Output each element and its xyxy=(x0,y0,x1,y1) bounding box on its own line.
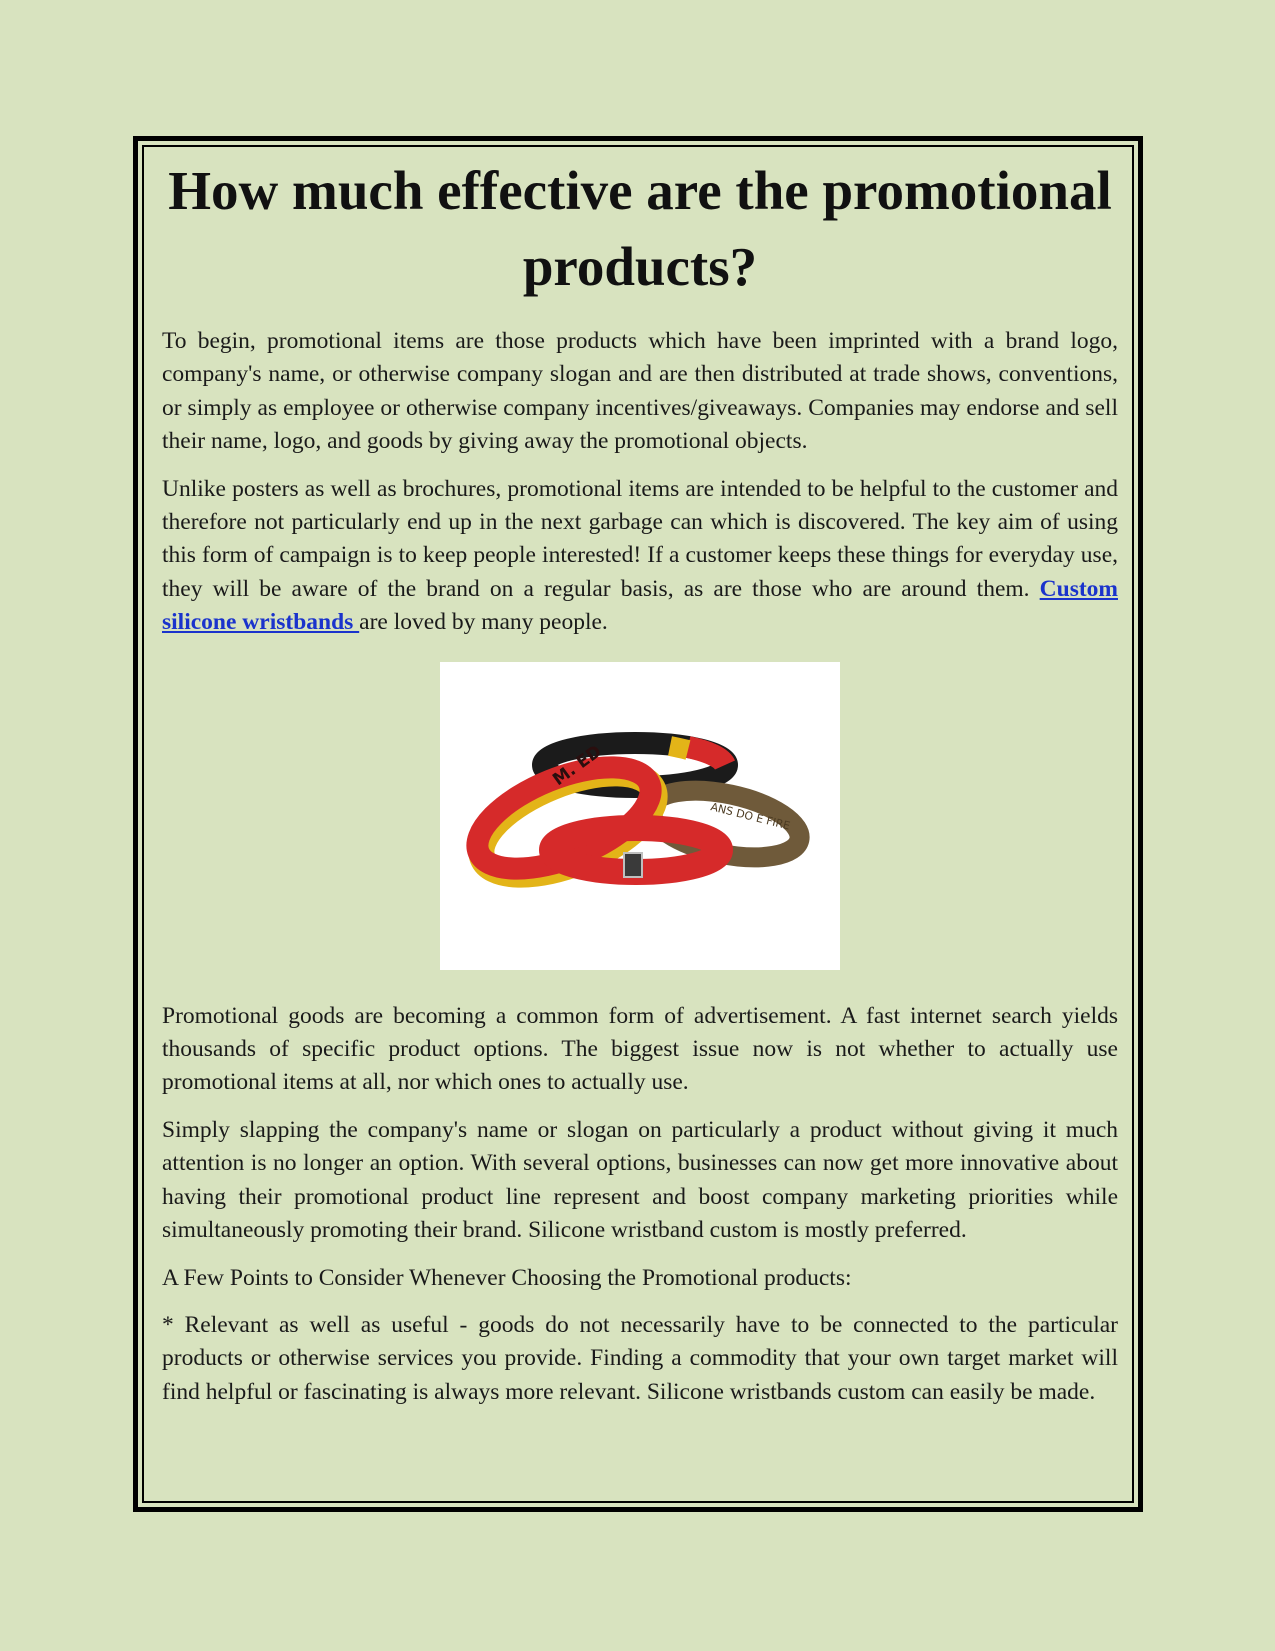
article xyxy=(162,153,1118,1423)
black-band-yellow-section xyxy=(670,746,688,750)
page-border-inner xyxy=(142,145,1134,1503)
paragraph-posters-tail: are loved by many people. xyxy=(359,609,608,636)
band-metal-tag xyxy=(624,853,642,877)
paragraph-slapping: Simply slapping the company's name or slogan on particularly a product without giving it much attention is no longer an option. With several options, businesses can now get more innovative about having their promotional product line represent and boost company marketing priorities while simultaneously promoting their brand. Silicone wristband custom is mostly preferred. xyxy=(162,1116,1118,1244)
custom-silicone-wristbands-link[interactable]: Custom silicone wristbands xyxy=(162,575,1118,636)
paragraph-intro: To begin, promotional items are those products which have been imprinted with a brand logo, company's name, or otherwise company slogan and are then distributed at trade shows, conventions, or simply as employee or otherwise company incentives/giveaways. Companies may endorse and sell their name, logo, and goods by giving away the promotional objects. xyxy=(162,328,1118,455)
paragraph-common-form: Promotional goods are becoming a common form of advertisement. A fast internet search yields thousands of specific product options. The biggest issue now is not whether to actually use promotional items at all, nor which ones to actually use. xyxy=(162,1002,1118,1096)
page-border xyxy=(133,136,1143,1512)
photo-container xyxy=(162,662,1118,970)
paragraph-posters xyxy=(162,473,1118,640)
page-title: How much effective are the promotional products? xyxy=(168,160,1112,297)
paragraph-posters-text: Unlike posters as well as brochures, promotional items are intended to be helpful to the customer and therefore not particularly end up in the next garbage can which is discovered. The key aim of using this form of campaign is to keep people interested! If a customer keeps these things for everyday use, they will be aware of the brand on a regular basis, as are those who are around them. xyxy=(162,475,1118,602)
red-band-text: M. ED xyxy=(549,741,606,790)
wristbands-photo xyxy=(440,662,840,970)
paragraph-relevant-useful: * Relevant as well as useful - goods do not necessarily have to be connected to the particular products or otherwise services you provide. Finding a commodity that your own target market will find helpful or fascinating is always more relevant. Silicone wristbands custom can easily be made. xyxy=(162,1311,1118,1405)
paragraph-points-heading: A Few Points to Consider Whenever Choosing the Promotional products: xyxy=(162,1264,852,1291)
brown-band-text: ANS DO E FIRE xyxy=(709,799,792,833)
